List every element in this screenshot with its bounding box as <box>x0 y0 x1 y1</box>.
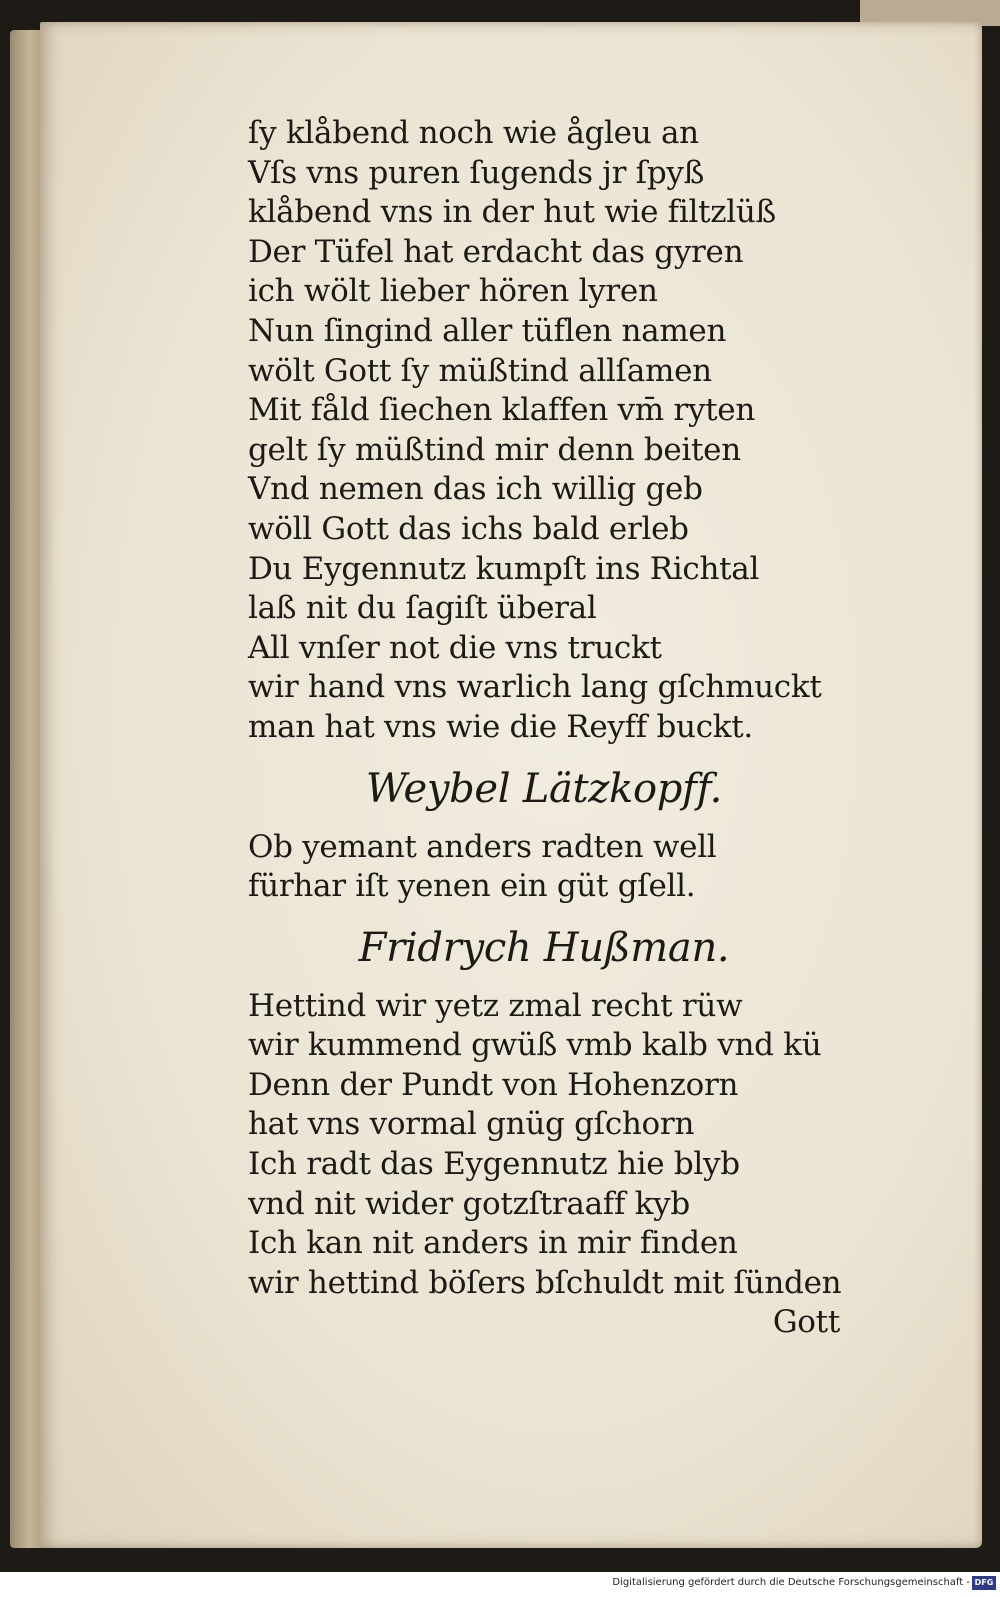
verse-line: Ob yemant anders radten well <box>248 828 717 865</box>
verse-line: Der Tüfel hat erdacht das gyren <box>248 233 744 270</box>
verse-line: wir hettind böſers bſchuldt mit ſünden <box>248 1264 842 1301</box>
footer-bar <box>0 1572 1000 1597</box>
verse-line: gelt ſy müßtind mir denn beiten <box>248 431 741 468</box>
verse-line: Nun ſingind aller tüflen namen <box>248 312 727 349</box>
verse-line: Mit fåld ſiechen klaffen vm̄ ryten <box>248 392 756 429</box>
book-cover-edge <box>10 30 42 1548</box>
verse-line: Vſs vns puren ſugends jr ſpyß <box>248 154 704 191</box>
verse-line: wir hand vns warlich lang gſchmuckt <box>248 669 822 706</box>
verse-line: fürhar iſt yenen ein güt gſell. <box>248 868 696 905</box>
verse-line: vnd nit wider gotzſtraaff kyb <box>248 1185 690 1222</box>
catchword: Gott <box>772 1304 840 1341</box>
verse-line: Denn der Pundt von Hohenzorn <box>248 1066 739 1103</box>
verse-line: Hettind wir yetz zmal recht rüw <box>248 987 743 1024</box>
poem-text-block <box>248 114 888 1343</box>
verse-line: All vnſer not die vns truckt <box>248 629 662 666</box>
speaker-heading-weybel: Weybel Lätzkopff. <box>365 765 723 812</box>
verse-line: ſy klåbend noch wie ågleu an <box>248 115 699 151</box>
verse-line: Du Eygennutz kumpſt ins Richtal <box>248 550 760 587</box>
verse-line: ich wölt lieber hören lyren <box>248 273 658 310</box>
verse-line: Vnd nemen das ich willig geb <box>248 471 703 508</box>
verse-group-3 <box>248 987 888 1304</box>
verse-line: man hat vns wie die Reyff buckt. <box>248 708 753 745</box>
verse-line: Ich radt das Eygennutz hie blyb <box>248 1146 740 1183</box>
verse-line: laß nit du ſagiſt überal <box>248 590 597 627</box>
verse-line: wölt Gott ſy müßtind allſamen <box>248 352 712 389</box>
speaker-heading-fridrych: Fridrych Hußman. <box>358 924 730 971</box>
dfg-logo-badge: DFG <box>972 1576 996 1590</box>
verse-group-1 <box>248 114 888 748</box>
verse-line: hat vns vormal gnüg gſchorn <box>248 1106 695 1143</box>
footer-credit: Digitalisierung gefördert durch die Deutsche Forschungsgemeinschaft - <box>612 1577 970 1588</box>
verse-line: wöll Gott das ichs bald erleb <box>248 510 689 547</box>
verse-group-2 <box>248 828 888 907</box>
verse-line: klåbend vns in der hut wie filtzlüß <box>248 194 776 231</box>
verse-line: wir kummend gwüß vmb kalb vnd kü <box>248 1027 822 1064</box>
verse-line: Ich kan nit anders in mir finden <box>248 1225 738 1262</box>
